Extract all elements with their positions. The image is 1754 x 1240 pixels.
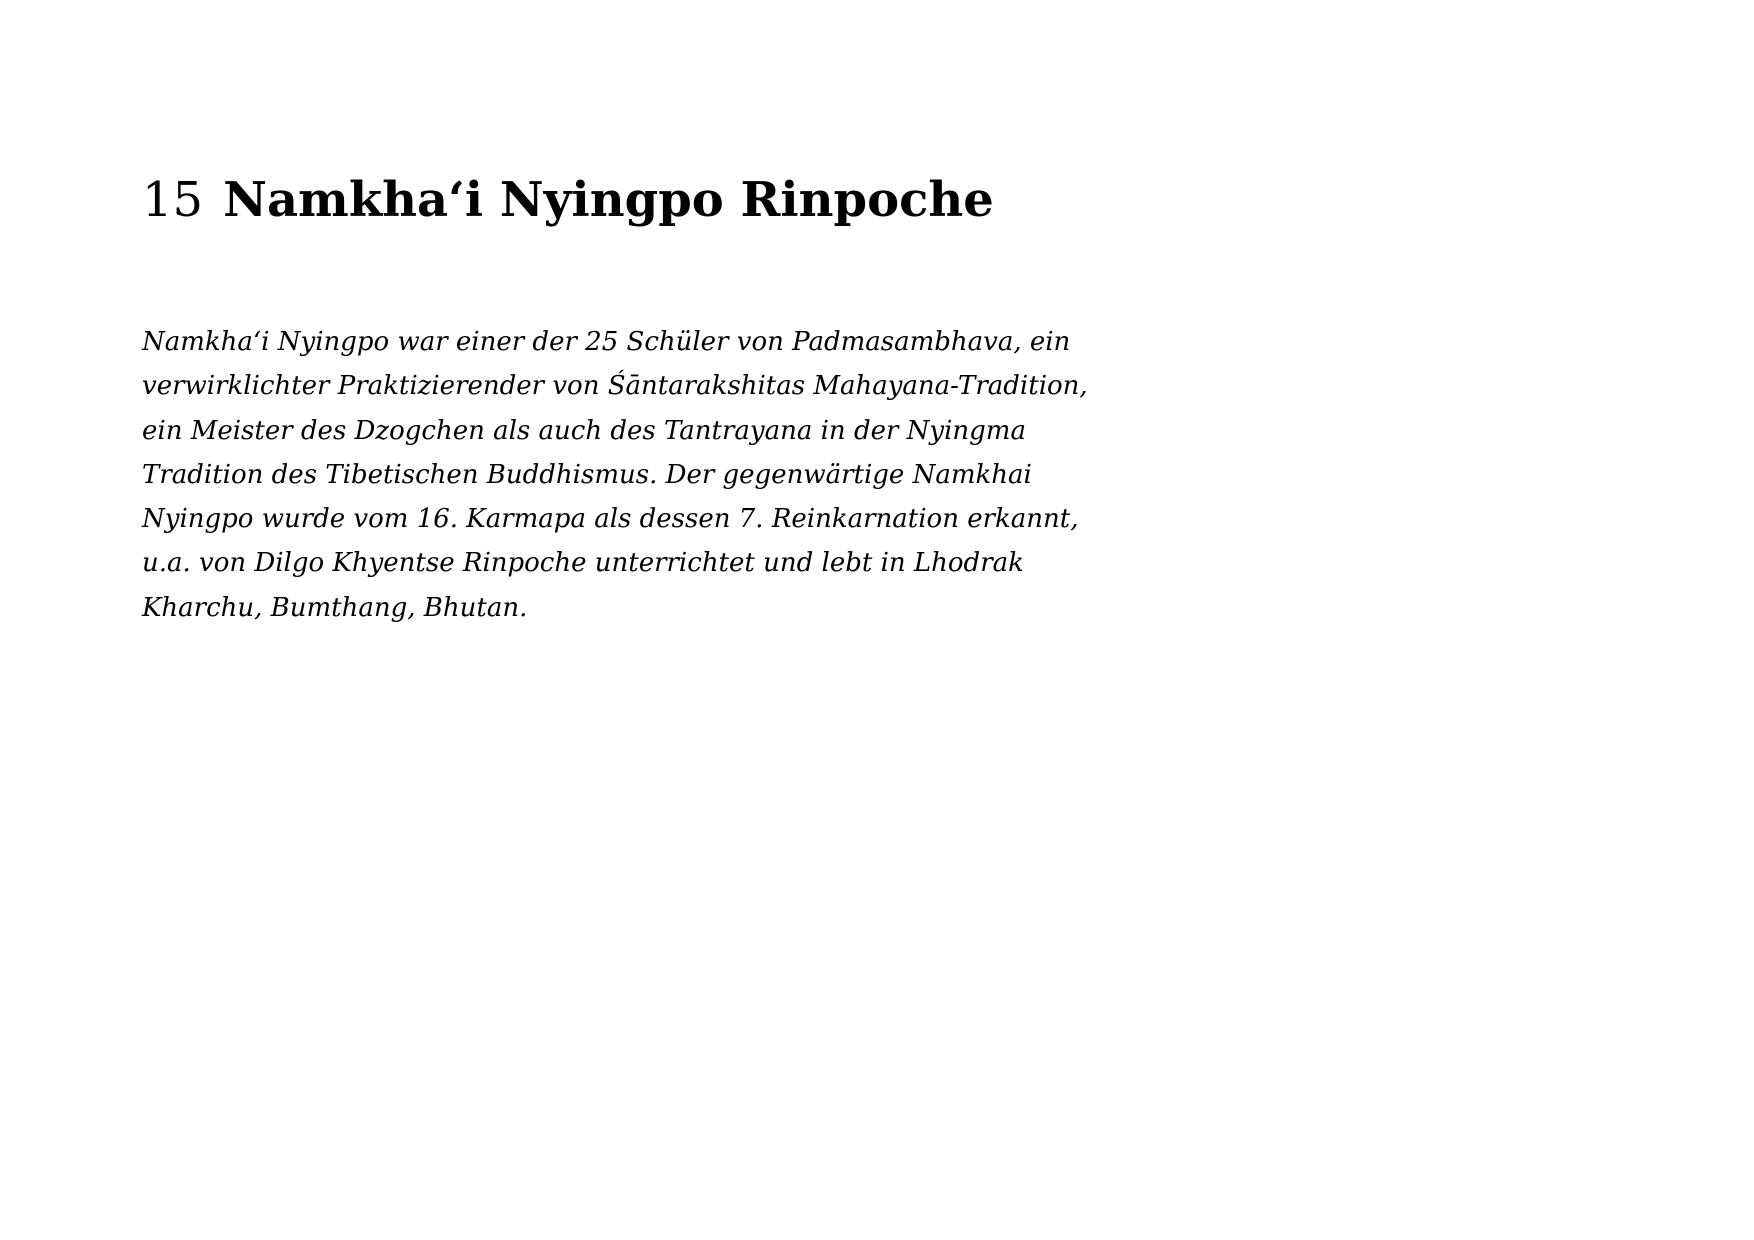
paragraph-line: Nyingpo wurde vom 16. Karmapa als dessen 7. Reinkarnation erkannt,: [142, 504, 1079, 535]
body-paragraph: [142, 320, 1088, 630]
paragraph-line: verwirklichter Praktizierender von Śāntarakshitas Mahayana-Tradition,: [142, 371, 1088, 402]
chapter-number: 15: [142, 172, 204, 228]
chapter-title: Namkha‘i Nyingpo Rinpoche: [223, 172, 994, 228]
paragraph-line: Kharchu, Bumthang, Bhutan.: [142, 592, 528, 623]
paragraph-line: Tradition des Tibetischen Buddhismus. Der gegenwärtige Namkhai: [142, 459, 1032, 490]
paragraph-line: ein Meister des Dzogchen als auch des Tantrayana in der Nyingma: [142, 415, 1026, 446]
paragraph-line: Namkha‘i Nyingpo war einer der 25 Schüler von Padmasambhava, ein: [142, 327, 1071, 357]
paragraph-line: u.a. von Dilgo Khyentse Rinpoche unterrichtet und lebt in Lhodrak: [142, 548, 1024, 579]
chapter-heading: [142, 170, 994, 230]
